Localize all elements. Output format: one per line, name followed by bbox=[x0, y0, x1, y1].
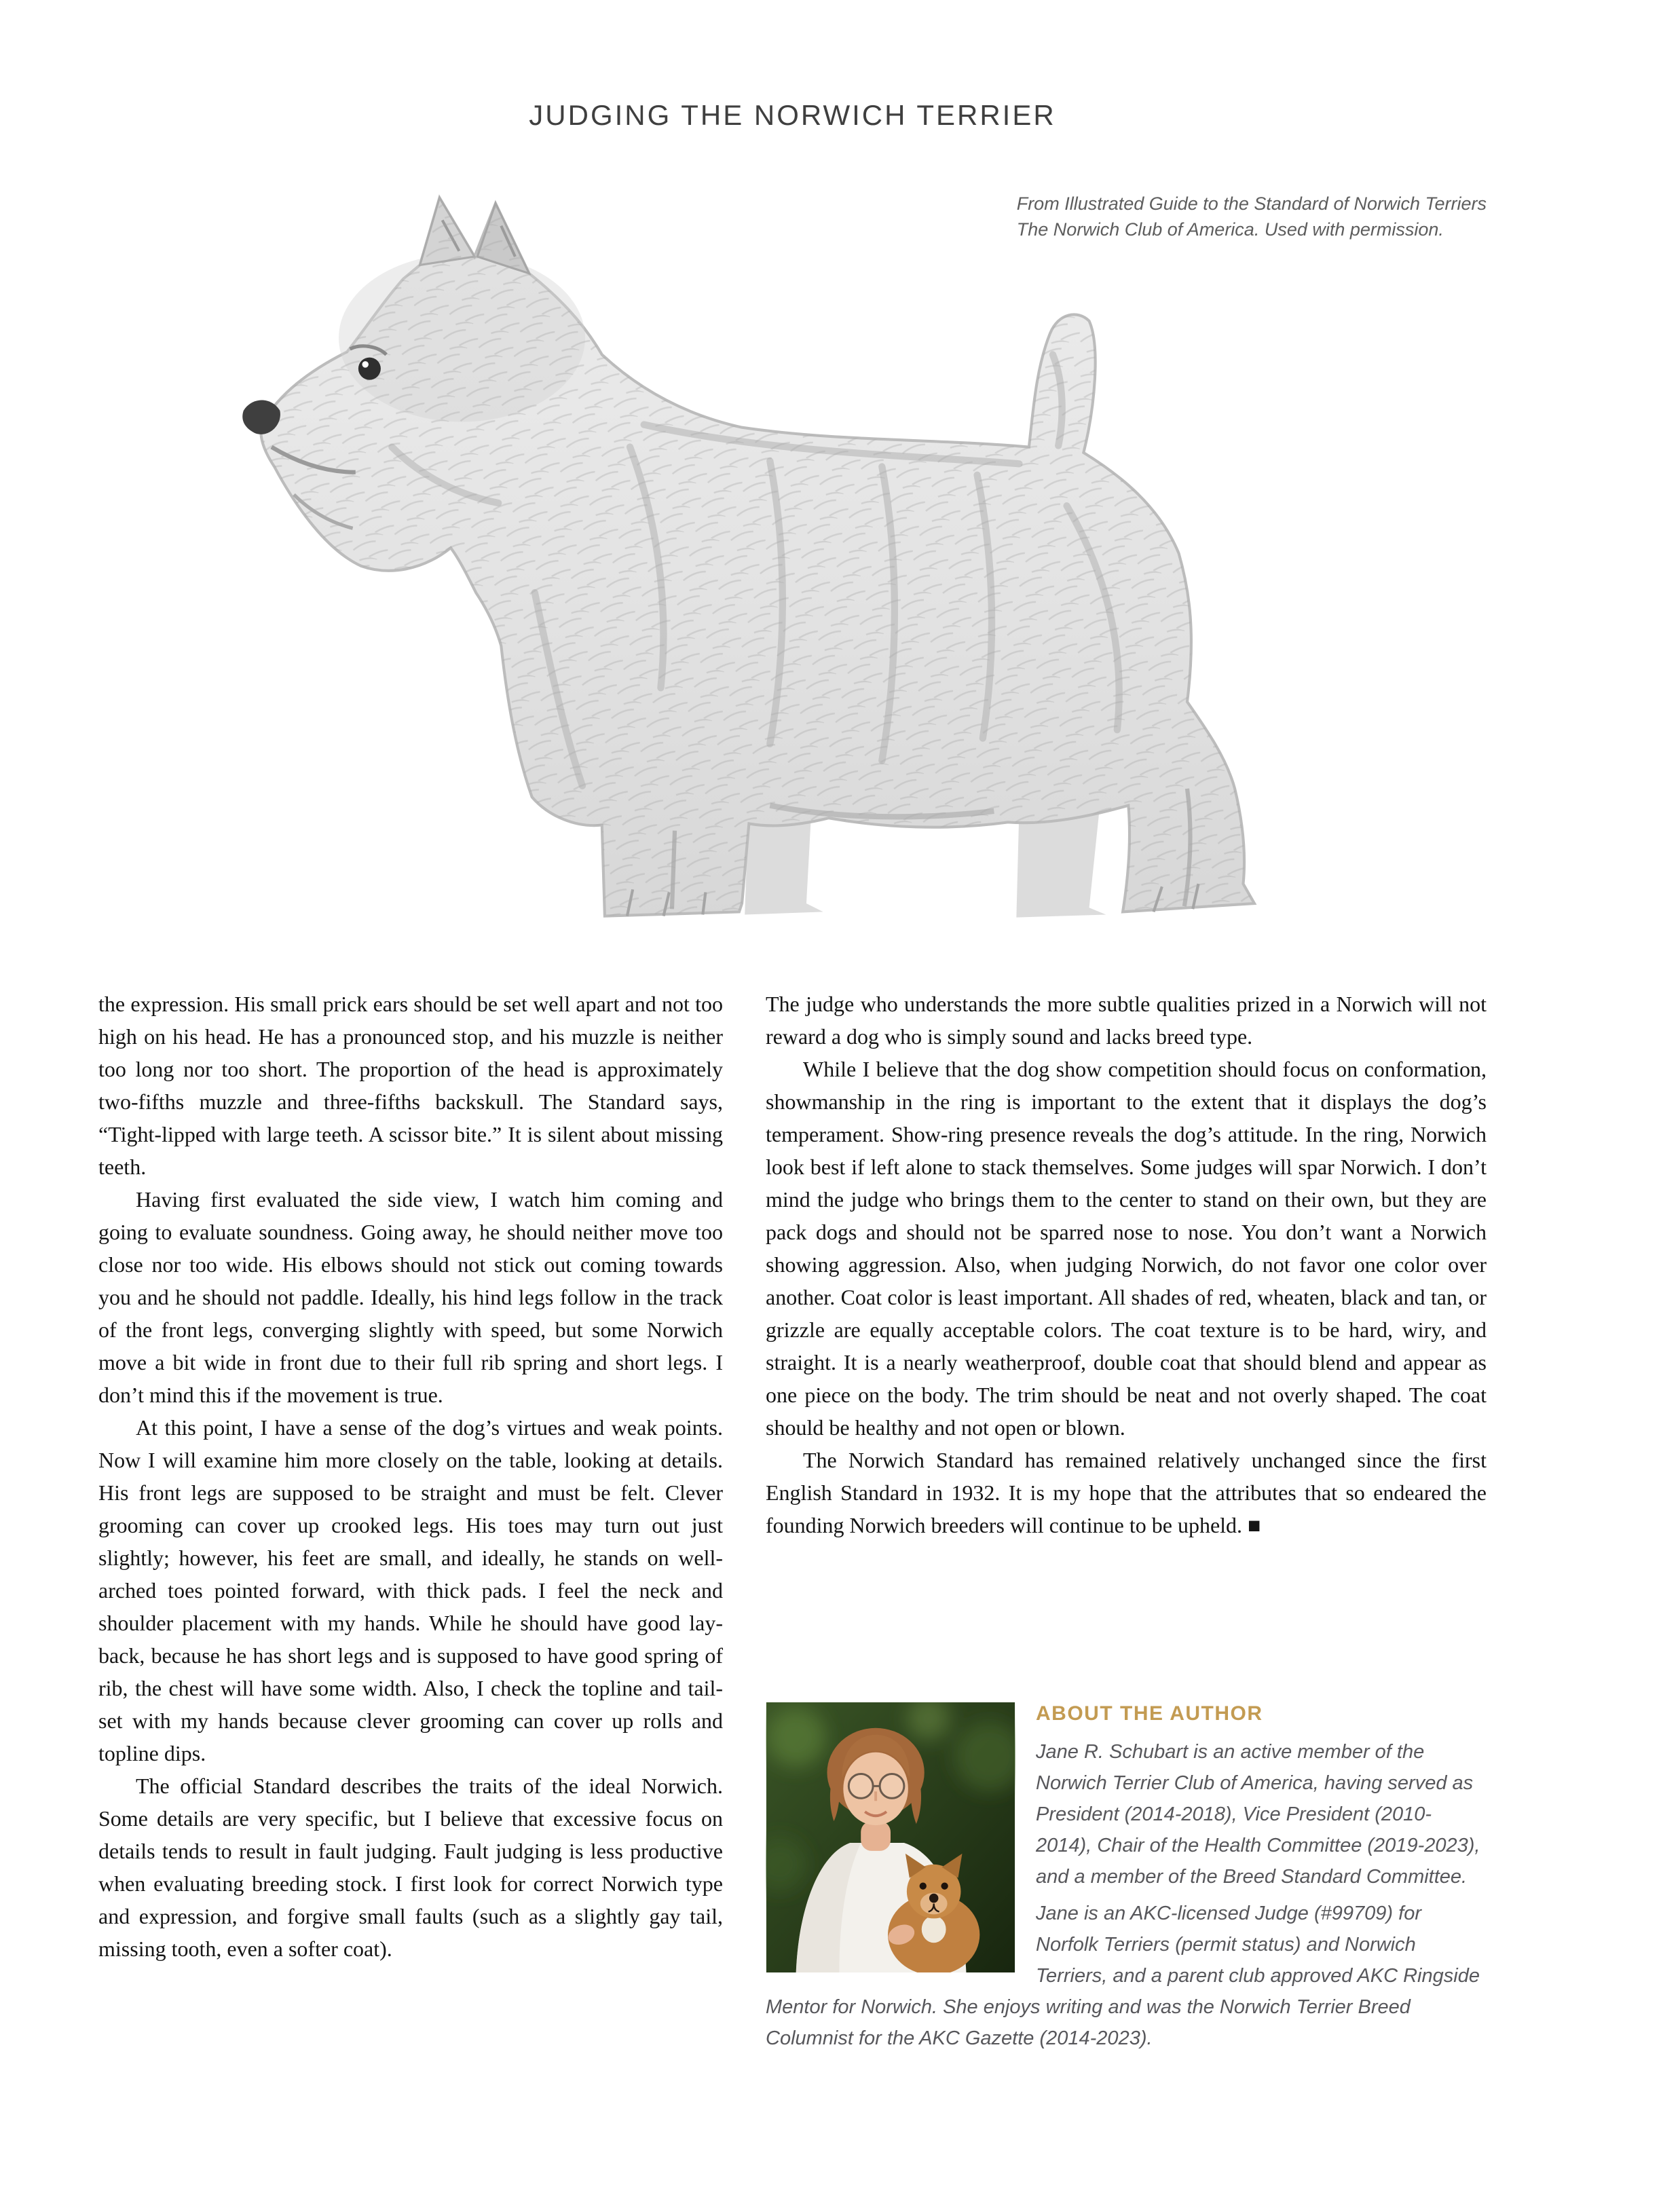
credit-line-2: The Norwich Club of America. Used with permission. bbox=[1016, 219, 1444, 240]
page-title: JUDGING THE NORWICH TERRIER bbox=[529, 99, 1056, 131]
article-paragraph: Having first evaluated the side view, I watch him coming and going to evaluate soundness. Going away, he should neither move too close nor too wide. His elbows should not stick out coming towards you and he should not paddle. Ideally, his hind legs follow in the track of the front legs, converging slightly with speed, but some Norwich move a bit wide in front due to their full rib spring and short legs. I don’t mind this if the movement is true. bbox=[98, 1187, 723, 1407]
about-the-author-section bbox=[766, 1698, 1487, 2059]
credit-line-1: From Illustrated Guide to the Standard of Norwich Terriers bbox=[1016, 193, 1487, 214]
author-photo-image bbox=[766, 1702, 1015, 1972]
norwich-terrier-illustration bbox=[182, 171, 1344, 965]
article-paragraph: While I believe that the dog show competition should focus on conformation, showmanship in the ring is important to the extent that it displays the dog’s temperament. Show-ring presence reveals the dog’s attitude. In the ring, Norwich look best if left alone to stack themselves. Some judges will spar Norwich. I don’t mind the judge who brings them to the center to stand on their own, but they are pack dogs and should not be sparred nose to nose. You don’t want a Norwich showing aggression. Also, when judging Norwich, do not favor one color over another. Coat color is least important. All shades of red, wheaten, black and tan, or grizzle are equally acceptable colors. The coat texture is to be hard, wiry, and straight. It is a nearly weatherproof, double coat that should blend and appear as one piece on the body. The trim should be neat and not overly shaped. The coat should be healthy and not open or blown. bbox=[766, 1057, 1487, 1440]
article-column-left bbox=[98, 988, 723, 1965]
author-bio-paragraph: Jane is an AKC-licensed Judge (#99709) for Norfolk Terriers (permit status) and Norwich Terriers, and a parent club approved AKC Ringside Mentor for Norwich. She enjoys writing and was the Norwich Terrier Breed Columnist for the AKC Gazette (2014-2023). bbox=[766, 1903, 1480, 2049]
article-paragraph: The official Standard describes the traits of the ideal Norwich. Some details are very specific, but I believe that excessive focus on details tends to result in fault judging. Fault judging is less productive when evaluating breeding stock. I first look for correct Norwich type and expression, and forgive small faults (such as a slightly gay tail, missing tooth, even a softer coat). bbox=[98, 1774, 723, 1961]
article-column-right bbox=[766, 988, 1487, 1541]
norwich-terrier-drawing bbox=[182, 171, 1344, 965]
author-photo bbox=[766, 1702, 1015, 1972]
article-paragraph: The judge who understands the more subtle qualities prized in a Norwich will not reward a dog who is simply sound and lacks breed type. bbox=[766, 992, 1487, 1049]
about-author-heading: ABOUT THE AUTHOR bbox=[1036, 1702, 1263, 1725]
article-paragraph: the expression. His small prick ears should be set well apart and not too high on his head. He has a pronounced stop, and his muzzle is neither too long nor too short. The proportion of the head is approximately two-fifths muzzle and three-fifths backskull. The Standard says, “Tight-lipped with large teeth. A scissor bite.” It is silent about missing teeth. bbox=[98, 992, 723, 1179]
author-bio-paragraph: Jane R. Schubart is an active member of the Norwich Terrier Club of America, having served as President (2014-2018), Vice President (2010-2014), Chair of the Health Committee (2019-2023), and a member of the Breed Standard Committee. bbox=[1036, 1741, 1480, 1888]
article-paragraph: The Norwich Standard has remained relatively unchanged since the first English Standard in 1932. It is my hope that the attributes that so endeared the founding Norwich breeders will continue to be upheld. ■ bbox=[766, 1448, 1487, 1537]
article-paragraph: At this point, I have a sense of the dog’s virtues and weak points. Now I will examine him more closely on the table, looking at details. His front legs are supposed to be straight and must be felt. Clever grooming can cover up crooked legs. His toes may turn out just slightly; however, his feet are small, and ideally, he stands on well-arched toes pointed forward, with thick pads. I feel the neck and shoulder placement with my hands. While he should have good lay-back, because he has short legs and is supposed to have good spring of rib, the chest will have some width. Also, I check the topline and tail-set with my hands because clever grooming can cover up rolls and topline dips. bbox=[98, 1415, 723, 1765]
